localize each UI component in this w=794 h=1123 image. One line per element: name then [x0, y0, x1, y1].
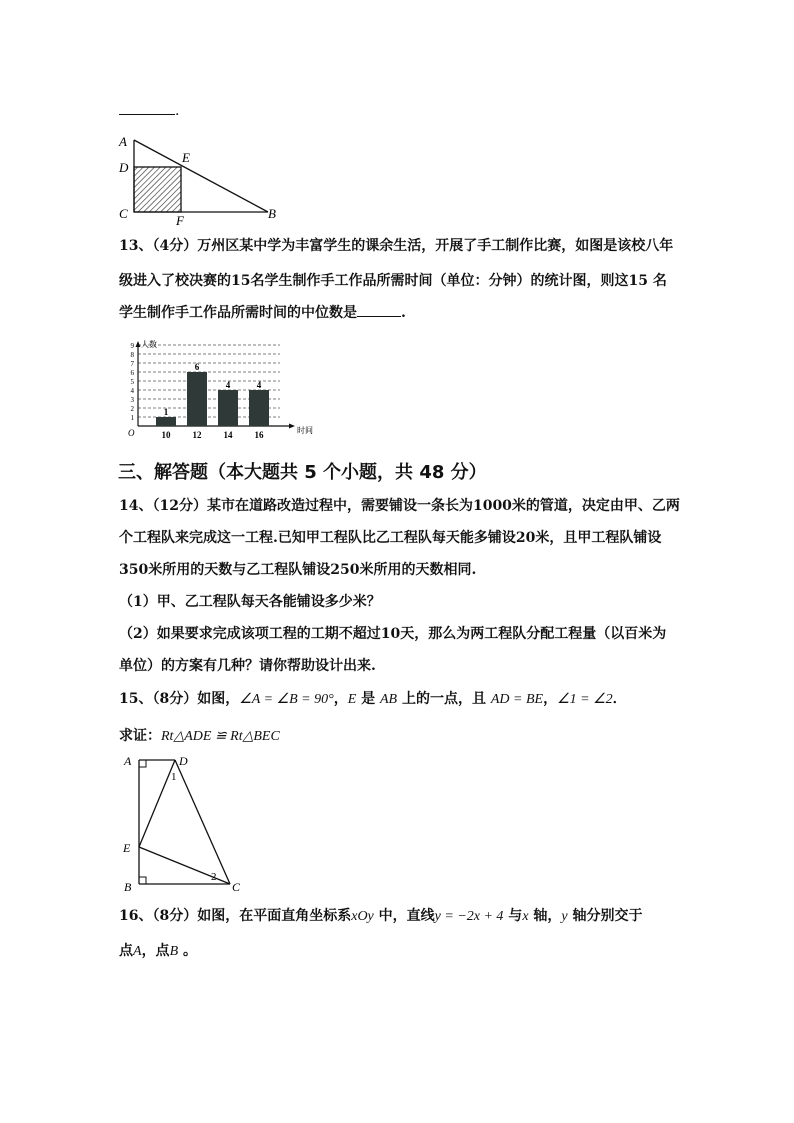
data-label-10: 1 — [163, 407, 169, 417]
q15-mid2: 上的一点，且 — [397, 691, 491, 707]
label-B: B — [268, 206, 276, 221]
right-angle-B — [139, 877, 146, 884]
q16-comma: ，点 — [141, 943, 170, 959]
section-title: 三、解答题（本大题共 5 个小题，共 48 分） — [118, 462, 487, 483]
q16-mid3: 轴， — [528, 908, 562, 924]
answer-blank-q13 — [357, 302, 401, 317]
y-tick-label: 2 — [130, 405, 134, 413]
q13-number: 13、 — [119, 238, 153, 254]
label-E: E — [123, 841, 131, 855]
x-axis-label: 时间 — [297, 426, 313, 435]
q15-prove — [119, 726, 280, 747]
q13-period: . — [401, 305, 406, 321]
q16-lead: 16、（8分）如图，在平面直角坐标系 — [119, 908, 352, 924]
label-E: E — [182, 150, 190, 165]
shaded-square — [134, 167, 181, 212]
figure-congruent-triangles — [118, 752, 248, 897]
label-C: C — [232, 880, 241, 894]
period: . — [175, 103, 180, 119]
q13-line3 — [119, 302, 406, 323]
label-D: D — [119, 160, 129, 175]
x-tick-label-16: 16 — [254, 430, 264, 440]
q14-line1: 14、（12分）某市在道路改造过程中，需要铺设一条长为1000米的管道，决定由甲、乙两 — [119, 498, 680, 514]
y-tick-label: 4 — [130, 387, 134, 395]
q13-score: （4分） — [152, 238, 198, 254]
q16-B: B — [169, 944, 179, 959]
q16-end: 。 — [178, 943, 197, 959]
y-tick-label: 1 — [130, 414, 134, 422]
q15-line1 — [119, 689, 627, 710]
q14-line2: 个工程队来完成这一工程.已知甲工程队比乙工程队每天能多铺设20米，且甲工程队铺设 — [119, 530, 662, 546]
bar-14 — [218, 390, 238, 426]
y-tick-label: 5 — [130, 378, 134, 386]
y-axis-arrow — [136, 341, 141, 347]
side-ED — [139, 760, 175, 847]
q15-mid1: 是 — [356, 691, 380, 707]
blank-line — [119, 100, 175, 115]
y-tick-label: 3 — [130, 396, 134, 404]
bar-12 — [187, 372, 207, 426]
q16-mid1: 中，直线 — [373, 908, 435, 924]
y-tick-label: 9 — [130, 342, 134, 350]
q14-sub2-line2: 单位）的方案有几种？请你帮助设计出来. — [119, 658, 376, 674]
q13-text3: 学生制作手工作品所需时间的中位数是 — [119, 305, 357, 321]
q16-y: y — [561, 909, 568, 924]
y-axis-label: 人数 — [141, 340, 157, 349]
q16-line2 — [119, 941, 197, 962]
q14-sub1: （1）甲、乙工程队每天各能铺设多少米？ — [119, 594, 381, 610]
q13-text1: 万州区某中学为丰富学生的课余生活，开展了手工制作比赛，如图是该校八年 — [197, 238, 674, 254]
chart-bars — [156, 372, 269, 426]
bar-chart-time — [118, 338, 318, 443]
origin-label: O — [128, 428, 135, 438]
q15-cond1: ∠A = ∠B = 90° — [239, 692, 334, 707]
q13-line1 — [119, 236, 673, 256]
label-F: F — [176, 213, 184, 225]
label-A: A — [119, 134, 127, 149]
q15-sep1: ， — [333, 691, 348, 707]
label-B: B — [124, 880, 132, 894]
x-axis-arrow — [289, 424, 295, 429]
label-D: D — [179, 754, 188, 768]
q15-AB: AB — [380, 692, 398, 707]
q15-end: ． — [612, 691, 627, 707]
label-angle-1: 1 — [171, 771, 177, 783]
q16-eq: y = −2x + 4 — [434, 909, 504, 924]
data-label-12: 6 — [194, 362, 200, 372]
x-tick-label-12: 12 — [192, 430, 202, 440]
x-tick-label-10: 10 — [161, 430, 171, 440]
figure-square-in-triangle — [112, 130, 292, 225]
label-C: C — [119, 206, 128, 221]
right-angle-A — [139, 760, 146, 767]
q16-mid4: 轴分别交于 — [567, 908, 643, 924]
q15-cond3: ∠1 = ∠2 — [557, 692, 613, 707]
q15-lead: 15、（8分）如图， — [119, 691, 240, 707]
q15-prove-lead: 求证： — [119, 728, 161, 744]
label-A: A — [124, 754, 132, 768]
q16-line2-lead: 点 — [119, 943, 133, 959]
answer-blank-q12 — [119, 100, 179, 121]
bar-16 — [249, 390, 269, 426]
q14-line3: 350米所用的天数与乙工程队铺设250米所用的天数相同. — [119, 562, 477, 578]
data-label-16: 4 — [256, 380, 262, 390]
x-tick-label-14: 14 — [223, 430, 233, 440]
q14-sub2-line1: （2）如果要求完成该项工程的工期不超过10天，那么为两工程队分配工程量（以百米为 — [119, 626, 667, 642]
q15-prove-statement: Rt△ADE ≌ Rt△BEC — [161, 729, 280, 744]
y-tick-label: 6 — [130, 369, 134, 377]
y-tick-label: 7 — [130, 360, 134, 368]
label-angle-2: 2 — [211, 871, 217, 883]
q15-E: E — [347, 692, 357, 707]
q16-x: x — [522, 909, 529, 924]
q15-sep2: ， — [543, 691, 558, 707]
bar-10 — [156, 417, 176, 426]
q13-line2: 级进入了校决赛的15名学生制作手工作品所需时间（单位：分钟）的统计图，则这15 名 — [119, 273, 667, 289]
q16-mid2: 与 — [503, 908, 523, 924]
q16-A: A — [133, 944, 142, 959]
q15-cond2: AD = BE — [490, 692, 544, 707]
y-tick-label: 8 — [130, 351, 134, 359]
q16-line1 — [119, 906, 643, 927]
data-label-14: 4 — [225, 380, 231, 390]
q16-xoy: xOy — [351, 909, 374, 924]
